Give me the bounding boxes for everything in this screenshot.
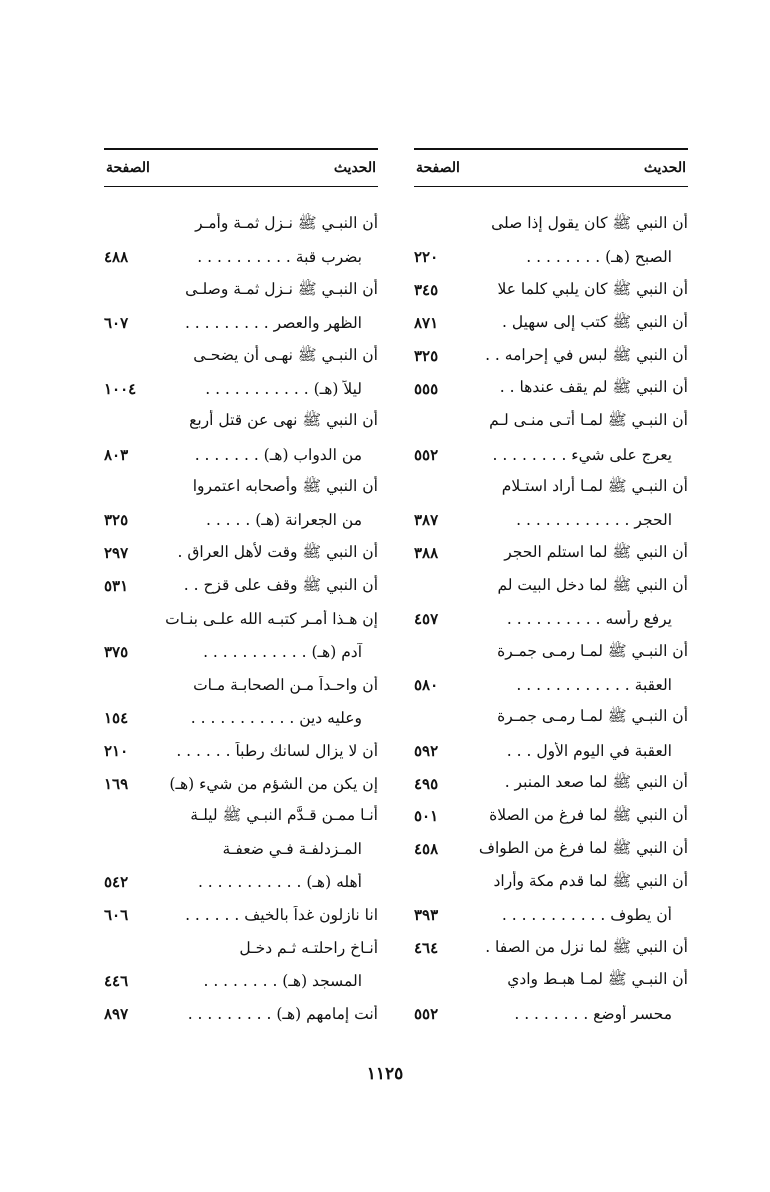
entry-text: محسر أوضع . . . . . . . . <box>514 1004 672 1023</box>
index-entry <box>414 603 688 636</box>
index-entry <box>414 997 688 1030</box>
index-entry <box>104 734 378 767</box>
index-entry <box>414 767 688 800</box>
entry-text: أن النبي ﷺ لبس في إحرامه . . <box>485 345 688 364</box>
right-column <box>414 148 688 1030</box>
entry-page: ٣٨٨ <box>414 544 439 563</box>
index-entry <box>104 241 378 274</box>
entry-text: يرفع رأسه . . . . . . . . . . <box>506 610 672 629</box>
entry-text: أن النبي ﷺ كتب إلى سهيل . <box>502 312 688 331</box>
entry-text: العقبة . . . . . . . . . . . . <box>516 675 672 694</box>
entry-text: المـزدلفـة فـي ضعفـة <box>222 840 362 859</box>
index-entry <box>414 932 688 965</box>
entry-text: العقبة في اليوم الأول . . . <box>506 741 672 760</box>
entry-page: ٤٨٨ <box>104 248 129 267</box>
index-entry <box>414 833 688 866</box>
index-entry <box>414 800 688 833</box>
entry-page: ٥٥٥ <box>414 379 439 398</box>
entry-page: ٥٠١ <box>414 807 439 826</box>
entry-text: أن يطوف . . . . . . . . . . . <box>501 906 672 925</box>
entry-text: أن النبي ﷺ لم يقف عندها . . <box>499 378 688 397</box>
index-entry <box>414 471 688 504</box>
entry-text: أن النبي ﷺ لما استلم الحجر <box>504 542 688 561</box>
entry-text: أن لا يزال لسانك رطباً . . . . . . <box>176 741 378 760</box>
index-entry <box>414 734 688 767</box>
entry-page: ٣٨٧ <box>414 511 439 530</box>
index-entry <box>414 208 688 241</box>
entry-page: ٦٠٦ <box>104 906 129 925</box>
entry-page: ٤٥٧ <box>414 610 439 629</box>
entry-text: أن النبـي ﷺ نهـى أن يضحـى <box>193 345 378 364</box>
index-entry <box>414 570 688 603</box>
index-entry <box>414 899 688 932</box>
entry-page: ٤٤٦ <box>104 971 129 990</box>
entry-page: ٤٥٨ <box>414 840 439 859</box>
hadith-header: الحديث <box>333 160 376 176</box>
entry-page: ٣٢٥ <box>414 347 439 365</box>
entry-page: ٨٩٧ <box>104 1004 129 1023</box>
entry-page: ٣٩٣ <box>414 906 439 925</box>
index-entry <box>104 800 378 833</box>
index-entry <box>414 701 688 734</box>
entry-text: أن النبي ﷺ لما صعد المنبر . <box>504 773 688 792</box>
index-entry <box>414 307 688 340</box>
entry-text: الحجر . . . . . . . . . . . . <box>516 511 672 530</box>
column-header <box>104 148 378 187</box>
index-entry <box>414 964 688 997</box>
index-entry <box>414 636 688 669</box>
entry-page: ٣٤٥ <box>414 281 439 300</box>
index-entry <box>414 438 688 471</box>
index-entry <box>414 405 688 438</box>
entry-text: أن النبـي ﷺ نـزل ثمـة وصلـى <box>185 279 378 298</box>
entry-text: أن النبي ﷺ لما فرغ من الطواف <box>478 838 688 857</box>
index-entry <box>104 405 378 438</box>
entry-text: أن النبي ﷺ كان يقول إذا صلى <box>491 213 688 232</box>
entry-text: أن النبي ﷺ وأصحابه اعتمروا <box>192 477 378 496</box>
index-entry <box>414 537 688 570</box>
entry-text: وعليه دين . . . . . . . . . . . <box>190 708 362 727</box>
column-header <box>414 148 688 187</box>
entry-text: أنـا ممـن قـدَّم النبـي ﷺ ليلـة <box>190 805 378 824</box>
index-entry <box>104 340 378 373</box>
entry-page: ٦٠٧ <box>104 314 129 333</box>
entry-text: أن النبي ﷺ لما نزل من الصفا . <box>485 937 688 956</box>
index-entry <box>104 899 378 932</box>
entry-page: ٨٠٣ <box>104 445 129 464</box>
index-entry <box>414 668 688 701</box>
entry-page: ٥٣١ <box>104 577 129 596</box>
entry-page: ٥٥٢ <box>414 445 439 464</box>
entry-page: ٣٢٥ <box>104 511 129 530</box>
entry-text: أهله (هـ) . . . . . . . . . . . <box>197 873 362 892</box>
index-entry <box>104 833 378 866</box>
index-entry <box>104 997 378 1030</box>
index-entry <box>414 504 688 537</box>
index-rows <box>414 208 688 1030</box>
entry-text: أن النبـي ﷺ لمـا رمـى جمـرة <box>497 707 688 726</box>
index-entry <box>104 932 378 965</box>
entry-text: يعرج على شيء . . . . . . . . <box>492 445 672 464</box>
entry-page: ٥٥٢ <box>414 1004 439 1023</box>
index-entry <box>104 636 378 669</box>
index-entry <box>104 767 378 800</box>
entry-page: ٢٢٠ <box>414 248 439 267</box>
index-entry <box>104 570 378 603</box>
entry-text: أن النبـي ﷺ لمـا أراد استـلام <box>501 477 688 496</box>
index-entry <box>104 274 378 307</box>
entry-text: أن النبـي ﷺ نـزل ثمـة وأمـر <box>195 213 378 232</box>
entry-page: ٥٤٢ <box>104 873 129 892</box>
entry-text: من الدواب (هـ) . . . . . . . <box>194 445 362 464</box>
page-number: ١١٢٥ <box>366 1064 404 1084</box>
page-header: الصفحة <box>416 160 460 176</box>
entry-page: ١٠٠٤ <box>104 379 137 398</box>
entry-text: المسجد (هـ) . . . . . . . . <box>203 971 362 990</box>
entry-page: ٢٩٧ <box>104 544 129 563</box>
entry-page: ٨٧١ <box>414 314 439 333</box>
entry-text: أن النبي ﷺ لما دخل البيت لم <box>497 575 688 594</box>
entry-page: ٥٨٠ <box>414 675 439 694</box>
entry-page: ١٦٩ <box>104 774 129 793</box>
entry-text: أن واحـداً مـن الصحابـة مـات <box>193 675 378 694</box>
entry-page: ٤٩٥ <box>414 774 439 793</box>
index-entry <box>414 372 688 405</box>
index-entry <box>104 504 378 537</box>
index-entry <box>104 537 378 570</box>
entry-text: أن النبي ﷺ لما فرغ من الصلاة <box>489 805 688 824</box>
entry-text: من الجعرانة (هـ) . . . . . <box>205 511 362 530</box>
index-entry <box>414 241 688 274</box>
entry-text: أنت إمامهم (هـ) . . . . . . . . . <box>187 1004 378 1023</box>
left-column <box>104 148 378 1030</box>
index-entry <box>104 372 378 405</box>
entry-text: إن هـذا أمـر كتبـه الله علـى بنـات <box>165 610 378 629</box>
index-entry <box>104 701 378 734</box>
entry-text: أن النبـي ﷺ لمـا هبـط وادي <box>507 970 688 989</box>
entry-text: أن النبي ﷺ وقف على قزح . . <box>183 575 378 594</box>
entry-page: ٢١٠ <box>104 741 129 760</box>
entry-text: ليلاً (هـ) . . . . . . . . . . . <box>205 379 362 398</box>
entry-text: بضرب قبة . . . . . . . . . . <box>197 248 362 267</box>
index-entry <box>104 603 378 636</box>
index-rows <box>104 208 378 1030</box>
entry-text: آدم (هـ) . . . . . . . . . . . <box>203 643 362 662</box>
index-entry <box>104 866 378 899</box>
index-entry <box>414 340 688 373</box>
index-entry <box>414 274 688 307</box>
entry-text: أن النبي ﷺ وقت لأهل العراق . <box>177 542 378 561</box>
hadith-header: الحديث <box>643 160 686 176</box>
entry-text: أن النبـي ﷺ لمـا رمـى جمـرة <box>497 641 688 660</box>
entry-text: أنـاخ راحلتـه ثـم دخـل <box>239 939 378 958</box>
entry-page: ٣٧٥ <box>104 643 129 662</box>
index-entry <box>104 668 378 701</box>
entry-page: ٤٦٤ <box>414 939 439 958</box>
entry-text: أن النبي ﷺ كان يلبي كلما علا <box>497 279 688 298</box>
entry-text: الظهر والعصر . . . . . . . . . <box>184 314 362 333</box>
entry-text: الصبح (هـ) . . . . . . . . <box>526 248 672 267</box>
entry-text: أن النبـي ﷺ لمـا أتـى منـى لـم <box>489 411 688 430</box>
entry-text: أن النبي ﷺ لما قدم مكة وأراد <box>493 871 688 890</box>
entry-page: ١٥٤ <box>104 708 129 727</box>
index-entry <box>104 438 378 471</box>
index-entry <box>104 307 378 340</box>
entry-text: انا نازلون غداً بالخيف . . . . . . <box>185 906 378 925</box>
index-entry <box>104 471 378 504</box>
index-entry <box>414 866 688 899</box>
page-header: الصفحة <box>106 160 150 176</box>
index-entry <box>104 964 378 997</box>
entry-text: إن يكن من الشؤم من شيء (هـ) <box>169 774 378 793</box>
entry-text: أن النبي ﷺ نهى عن قتل أربع <box>189 411 378 430</box>
index-entry <box>104 208 378 241</box>
entry-page: ٥٩٢ <box>414 741 439 760</box>
